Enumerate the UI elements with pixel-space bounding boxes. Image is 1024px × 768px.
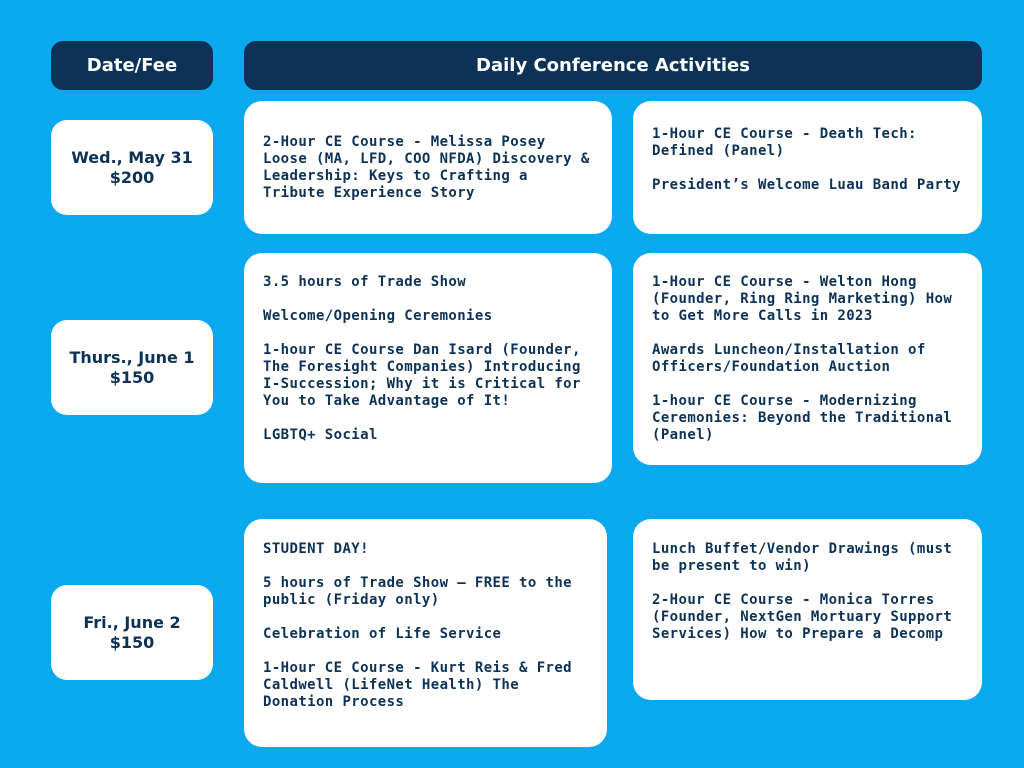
activity-item: 1-hour CE Course - Modernizing Ceremonies: Beyond the Traditional (Panel) xyxy=(652,393,953,443)
activity-item: Welcome/Opening Ceremonies xyxy=(263,308,493,324)
activity-item: 1-Hour CE Course - Death Tech: Defined (Panel) xyxy=(652,126,917,159)
date-fee-box-fri xyxy=(51,585,213,680)
activity-item: 1-Hour CE Course - Welton Hong (Founder, Ring Ring Marketing) How to Get More Calls in 2023 xyxy=(652,274,953,324)
activity-item: 1-hour CE Course Dan Isard (Founder, The Foresight Companies) Introducing I-Succession; Why it is Critical for You to Take Advantage of It! xyxy=(263,342,581,409)
activity-item: LGBTQ+ Social xyxy=(263,427,378,443)
date-fee-header-label: Date/Fee xyxy=(86,55,178,76)
date-fee-box-thu xyxy=(51,320,213,415)
activities-header xyxy=(244,41,982,90)
activity-item: 3.5 hours of Trade Show xyxy=(263,274,467,290)
fee-label: $200 xyxy=(109,167,155,187)
activity-item: 5 hours of Trade Show – FREE to the public (Friday only) xyxy=(263,575,573,608)
fee-label: $150 xyxy=(109,367,155,387)
activity-item: Awards Luncheon/Installation of Officers/Foundation Auction xyxy=(652,342,926,375)
activity-item: Celebration of Life Service xyxy=(263,626,502,642)
activity-item: STUDENT DAY! xyxy=(263,541,369,557)
activity-card-thu-left xyxy=(244,253,612,483)
activity-card-wed-right xyxy=(633,101,982,234)
activity-item: Lunch Buffet/Vendor Drawings (must be present to win) xyxy=(652,541,953,574)
date-fee-box-wed xyxy=(51,120,213,215)
activity-item: 1-Hour CE Course - Kurt Reis & Fred Caldwell (LifeNet Health) The Donation Process xyxy=(263,660,573,710)
fee-label: $150 xyxy=(109,632,155,652)
date-label: Thurs., June 1 xyxy=(69,347,195,367)
activity-card-fri-left xyxy=(244,519,607,747)
date-fee-header xyxy=(51,41,213,90)
activity-item: 2-Hour CE Course - Melissa Posey Loose (MA, LFD, COO NFDA) Discovery & Leadership: Keys to Crafting a Tribute Experience Story xyxy=(263,134,590,201)
activity-card-fri-right xyxy=(633,519,982,700)
activity-card-thu-right xyxy=(633,253,982,465)
date-label: Wed., May 31 xyxy=(71,147,193,167)
activity-item: President’s Welcome Luau Band Party xyxy=(652,177,962,193)
activity-card-wed-left xyxy=(244,101,612,234)
activities-header-label: Daily Conference Activities xyxy=(476,55,750,76)
date-label: Fri., June 2 xyxy=(83,612,181,632)
activity-item: 2-Hour CE Course - Monica Torres (Founder, NextGen Mortuary Support Services) How to Prepare a Decomp xyxy=(652,592,953,642)
